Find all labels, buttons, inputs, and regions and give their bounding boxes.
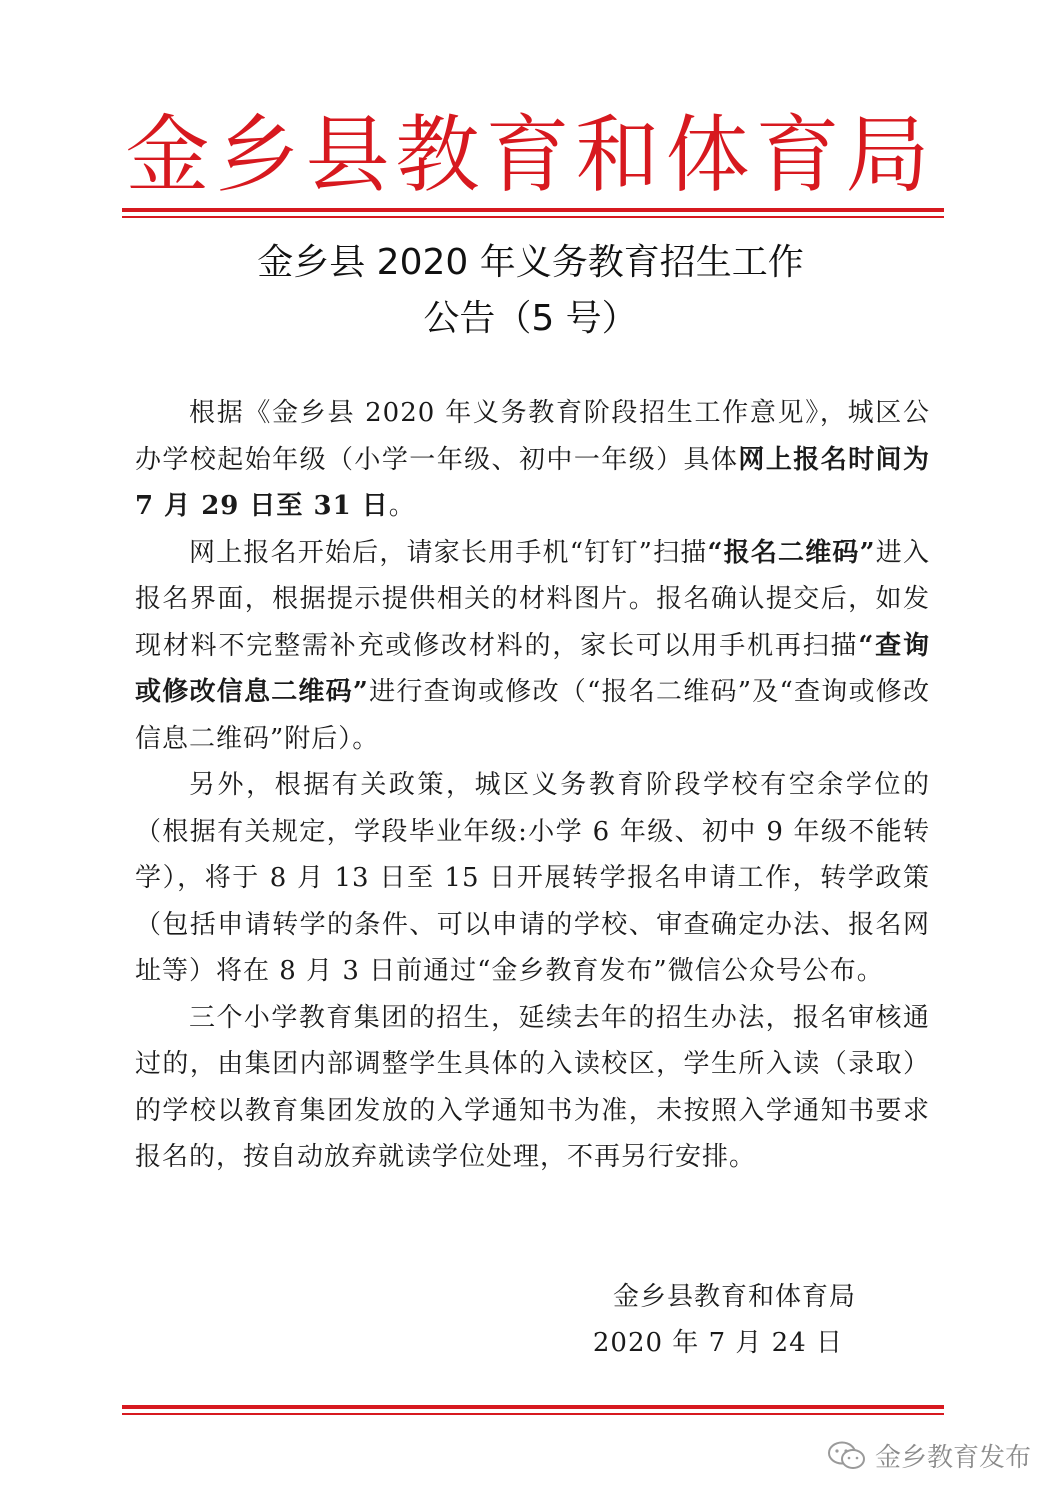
paragraph-2	[135, 530, 930, 763]
p1-end: 。	[388, 491, 416, 521]
footer-rule-thin	[122, 1413, 944, 1415]
paragraph-3: 另外，根据有关政策，城区义务教育阶段学校有空余学位的（根据有关规定，学段毕业年级:小学 6 年级、初中 9 年级不能转学），将于 8 月 13 日至 15 日开展转学报名申请工作，转学政策（包括申请转学的条件、可以申请的学校、审查确定办法、报名网址等）将在 8 月 3 日前通过“金乡教育发布”微信公众号公布。	[135, 770, 930, 986]
p2-text-e: 进行查询或修改（“报名二维码”及“查询或修改信息二维码”附后）。	[135, 677, 930, 754]
signature-org: 金乡县教育和体育局	[612, 1282, 856, 1312]
p1-bold-time: 网上报名时间为 7 月 29 日至 31 日	[135, 444, 930, 521]
paragraph-1	[135, 390, 930, 530]
paragraph-4: 三个小学教育集团的招生，延续去年的招生办法，报名审核通过的，由集团内部调整学生具体的入读校区，学生所入读（录取）的学校以教育集团发放的入学通知书为准，未按照入学通知书要求报名的，按自动放弃就读学位处理，不再另行安排。	[135, 1002, 930, 1172]
notice-title-line2: 公告（5 号）	[423, 298, 638, 339]
wechat-watermark	[827, 1437, 1031, 1474]
p2-bold-query-qr: “查询或修改信息二维码”	[135, 630, 930, 707]
header-rule-thick	[122, 208, 944, 212]
watermark-text: 金乡教育发布	[874, 1443, 1031, 1473]
p2-text-c: 进入报名界面，根据提示提供相关的材料图片。报名确认提交后，如发现材料不完整需补充或修改材料的，家长可以用手机再扫描	[135, 537, 930, 661]
footer-rule-thick	[122, 1405, 944, 1409]
wechat-icon	[827, 1440, 867, 1472]
notice-title-line1: 金乡县 2020 年义务教育招生工作	[257, 242, 804, 283]
p2-text-a: 网上报名开始后，请家长用手机“钉钉”扫描	[189, 537, 708, 568]
p1-text: 根据《金乡县 2020 年义务教育阶段招生工作意见》，城区公办学校起始年级（小学一年级、初中一年级）具体	[135, 398, 930, 475]
p2-bold-register-qr: “报名二维码”	[707, 537, 876, 568]
notice-body	[135, 390, 930, 1181]
issuer-header: 金乡县教育和体育局	[125, 106, 936, 204]
signature-date: 2020 年 7 月 24 日	[592, 1328, 843, 1358]
header-rule-thin	[122, 216, 944, 218]
